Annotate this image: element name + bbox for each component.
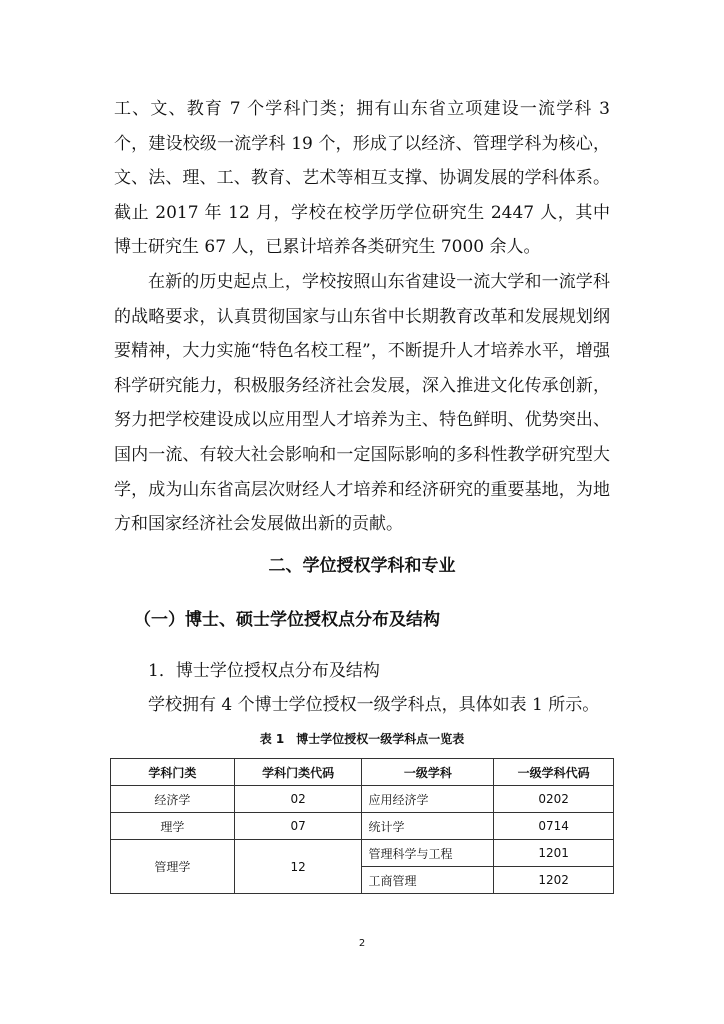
table-intro: 学校拥有 4 个博士学位授权一级学科点，具体如表 1 所示。 xyxy=(148,695,600,715)
cell-discipline: 工商管理 xyxy=(362,867,494,894)
cell-discipline-code: 0202 xyxy=(494,786,614,813)
cell-discipline-code: 1202 xyxy=(494,867,614,894)
item-heading: 1．博士学位授权点分布及结构 xyxy=(148,661,380,681)
cell-category: 理学 xyxy=(111,813,235,840)
section-heading: 二、学位授权学科和专业 xyxy=(268,556,456,576)
paragraph-development-goals: 在新的历史起点上，学校按照山东省建设一流大学和一流学科的战略要求，认真贯彻国家与山东省中长期教育改革和发展规划纲要精神，大力实施“特色名校工程”，不断提升人才培养水平，增强科学研究能力，积极服务经济社会发展，深入推进文化传承创新，努力把学校建设成以应用型人才培养为主、特色鲜明、优势突出、国内一流、有较大社会影响和一定国际影响的多科性教学研究型大学，成为山东省高层次财经人才培养和经济研究的重要基地，为地方和国家经济社会发展做出新的贡献。 xyxy=(114,272,610,535)
header-category: 学科门类 xyxy=(111,759,235,786)
cell-discipline: 管理科学与工程 xyxy=(362,840,494,867)
cell-category-code: 02 xyxy=(234,786,362,813)
cell-category: 管理学 xyxy=(111,840,235,894)
cell-discipline-code: 0714 xyxy=(494,813,614,840)
header-discipline-code: 一级学科代码 xyxy=(494,759,614,786)
cell-category: 经济学 xyxy=(111,786,235,813)
cell-discipline: 统计学 xyxy=(362,813,494,840)
header-discipline: 一级学科 xyxy=(362,759,494,786)
table-row xyxy=(111,840,614,867)
paragraph-discipline-overview: 工、文、教育 7 个学科门类；拥有山东省立项建设一流学科 3 个，建设校级一流学科 19 个，形成了以经济、管理学科为核心，文、法、理、工、教育、艺术等相互支撑、协调发展的学科体系。截止 2017 年 12 月，学校在校学历学位研究生 2447 人，其中博士研究生 67 人，已累计培养各类研究生 7000 余人。 xyxy=(114,99,610,258)
table-row xyxy=(111,813,614,840)
cell-category-code: 07 xyxy=(234,813,362,840)
doctoral-disciplines-table xyxy=(110,758,614,894)
page-number: 2 xyxy=(358,938,366,949)
cell-discipline-code: 1201 xyxy=(494,840,614,867)
cell-category-code: 12 xyxy=(234,840,362,894)
table-caption: 表 1 博士学位授权一级学科点一览表 xyxy=(259,732,465,746)
header-category-code: 学科门类代码 xyxy=(234,759,362,786)
table-row xyxy=(111,786,614,813)
table-header-row xyxy=(111,759,614,786)
cell-discipline: 应用经济学 xyxy=(362,786,494,813)
subsection-heading: （一）博士、硕士学位授权点分布及结构 xyxy=(134,610,440,630)
